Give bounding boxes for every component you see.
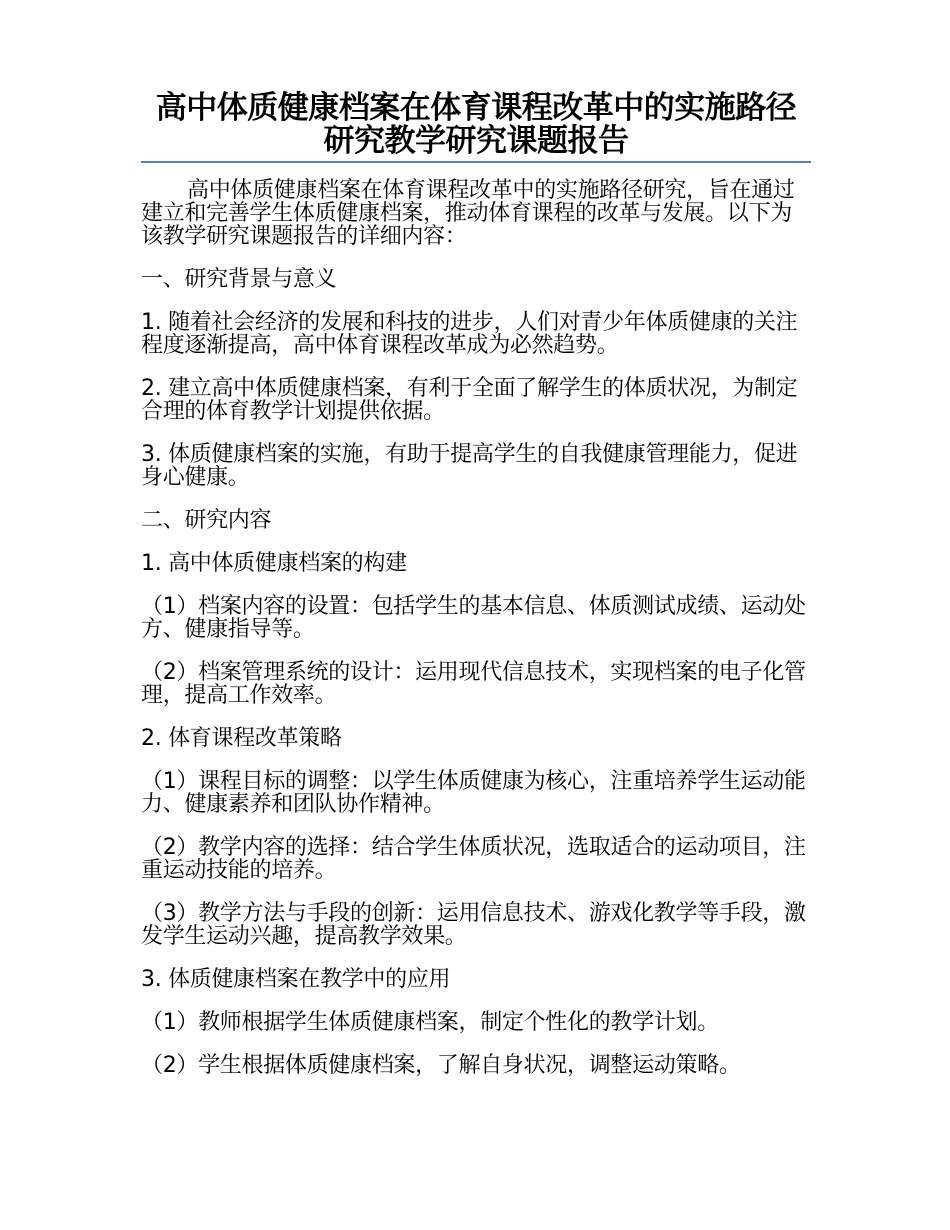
section-heading-background: 一、研究背景与意义 bbox=[141, 267, 337, 292]
content-3-item-2: （2）学生根据体质健康档案，了解自身状况，调整运动策略。 bbox=[141, 1053, 741, 1078]
content-subheading-2: 2. 体育课程改革策略 bbox=[141, 726, 342, 751]
document-title: 高中体质健康档案在体育课程改革中的实施路径研究教学研究课题报告 bbox=[155, 90, 797, 159]
content-2-item-3: （3）教学方法与手段的创新：运用信息技术、游戏化教学等手段，激发学生运动兴趣，提高教学效果。 bbox=[141, 901, 806, 949]
background-item-1: 1. 随着社会经济的发展和科技的进步，人们对青少年体质健康的关注程度逐渐提高，高中体育课程改革成为必然趋势。 bbox=[141, 310, 798, 358]
background-item-2: 2. 建立高中体质健康档案，有利于全面了解学生的体质状况，为制定合理的体育教学计划提供依据。 bbox=[141, 376, 798, 424]
content-subheading-1: 1. 高中体质健康档案的构建 bbox=[141, 551, 407, 576]
background-item-3: 3. 体质健康档案的实施，有助于提高学生的自我健康管理能力，促进身心健康。 bbox=[141, 442, 798, 490]
content-3-item-1: （1）教师根据学生体质健康档案，制定个性化的教学计划。 bbox=[141, 1010, 719, 1035]
document-page bbox=[141, 92, 811, 1097]
intro-paragraph: 高中体质健康档案在体育课程改革中的实施路径研究，旨在通过建立和完善学生体质健康档案，推动体育课程的改革与发展。以下为该教学研究课题报告的详细内容： bbox=[141, 178, 795, 249]
content-2-item-1: （1）课程目标的调整：以学生体质健康为核心，注重培养学生运动能力、健康素养和团队协作精神。 bbox=[141, 769, 806, 817]
content-subheading-3: 3. 体质健康档案在教学中的应用 bbox=[141, 967, 451, 992]
section-heading-content: 二、研究内容 bbox=[141, 508, 272, 533]
content-1-item-1: （1）档案内容的设置：包括学生的基本信息、体质测试成绩、运动处方、健康指导等。 bbox=[141, 594, 806, 642]
content-1-item-2: （2）档案管理系统的设计：运用现代信息技术，实现档案的电子化管理，提高工作效率。 bbox=[141, 660, 806, 708]
title-underline bbox=[141, 161, 811, 163]
content-2-item-2: （2）教学内容的选择：结合学生体质状况，选取适合的运动项目，注重运动技能的培养。 bbox=[141, 835, 806, 883]
